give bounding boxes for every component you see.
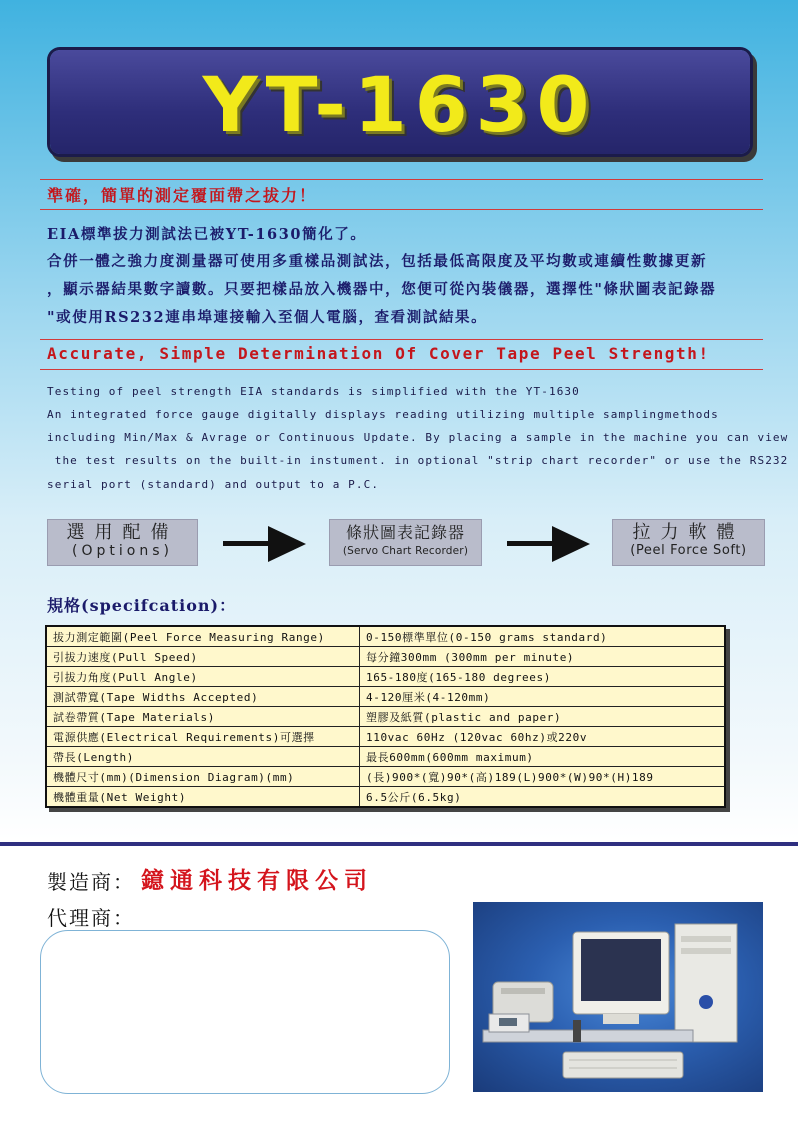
spec-value: 4-120厘米(4-120mm) xyxy=(360,687,726,707)
divider xyxy=(40,209,763,210)
maker-label: 製造商： xyxy=(47,870,135,894)
spec-key: 引拔力速度(Pull Speed) xyxy=(46,647,360,667)
spec-key: 機體尺寸(mm)(Dimension Diagram)(mm) xyxy=(46,767,360,787)
spec-value: 每分鐘300mm (300mm per minute) xyxy=(360,647,726,667)
options-label: 選用配備 xyxy=(66,522,179,543)
cn-line-1: EIA標準拔力測試法已被YT-1630簡化了。 xyxy=(47,226,367,243)
cn-line-4: "或使用RS232連串埠連接輸入至個人電腦，查看測試結果。 xyxy=(47,309,488,326)
servo-sublabel: (Servo Chart Recorder) xyxy=(342,545,469,557)
en-line-3: including Min/Max & Avrage or Continuous Update. By placing a sample in the machine you can view xyxy=(47,431,789,444)
options-box xyxy=(47,519,198,566)
arrow-icon xyxy=(223,541,271,546)
spec-value: 165-180度(165-180 degrees) xyxy=(360,667,726,687)
cn-heading: 準確，簡單的測定覆面帶之拔力！ xyxy=(47,186,318,205)
servo-label: 條狀圖表記錄器 xyxy=(345,523,465,542)
spec-table xyxy=(45,625,726,808)
cn-line-3: ，顯示器結果數字讀數。只要把樣品放入機器中，您便可從內裝儀器，選擇性"條狀圖表記錄器 xyxy=(47,281,717,298)
soft-label: 拉力軟體 xyxy=(632,522,745,543)
spec-key: 試卷帶質(Tape Materials) xyxy=(46,707,360,727)
arrow-head-icon xyxy=(268,526,306,562)
spec-heading: 規格(specifcation)： xyxy=(47,596,237,615)
servo-chart-box xyxy=(329,519,482,566)
options-sublabel: (Options) xyxy=(72,543,173,559)
table-row xyxy=(46,707,725,727)
en-line-1: Testing of peel strength EIA standards is simplified with the YT-1630 xyxy=(47,385,580,398)
product-photo xyxy=(473,902,763,1092)
spec-value: (長)900*(寬)90*(高)189(L)900*(W)90*(H)189 xyxy=(360,767,726,787)
divider xyxy=(40,369,763,370)
table-row xyxy=(46,727,725,747)
agent-box xyxy=(40,930,450,1094)
peel-force-soft-box xyxy=(612,519,765,566)
spec-key: 測試帶寬(Tape Widths Accepted) xyxy=(46,687,360,707)
soft-sublabel: (Peel Force Soft) xyxy=(630,543,747,558)
spec-value: 0-150標準單位(0-150 grams standard) xyxy=(360,626,726,647)
spec-value: 6.5公斤(6.5kg) xyxy=(360,787,726,808)
spec-key: 電源供應(Electrical Requirements)可選擇 xyxy=(46,727,360,747)
en-heading: Accurate, Simple Determination Of Cover Tape Peel Strength! xyxy=(47,344,710,363)
en-line-2: An integrated force gauge digitally displays reading utilizing multiple samplingmethods xyxy=(47,408,719,421)
title-banner xyxy=(50,50,750,154)
product-title: YT-1630 xyxy=(202,60,598,149)
equipment-illustration xyxy=(473,902,763,1092)
spec-value: 110vac 60Hz (120vac 60hz)或220v xyxy=(360,727,726,747)
table-row xyxy=(46,647,725,667)
table-row xyxy=(46,667,725,687)
spec-value: 塑膠及紙質(plastic and paper) xyxy=(360,707,726,727)
spec-key: 拔力測定範圍(Peel Force Measuring Range) xyxy=(46,626,360,647)
agent-label: 代理商： xyxy=(47,906,135,930)
arrow-icon xyxy=(507,541,555,546)
en-line-4: the test results on the built-in instument. in optional "strip chart recorder" or use the RS232 xyxy=(47,454,789,467)
spec-value: 最長600mm(600mm maximum) xyxy=(360,747,726,767)
table-row xyxy=(46,767,725,787)
divider xyxy=(40,179,763,180)
arrow-head-icon xyxy=(552,526,590,562)
table-row xyxy=(46,626,725,647)
table-row xyxy=(46,747,725,767)
en-line-5: serial port (standard) and output to a P.C. xyxy=(47,478,380,491)
cn-line-2: 合併一體之強力度測量器可使用多重樣品測試法，包括最低高限度及平均數或連續性數據更新 xyxy=(47,253,708,270)
company-name: 鐿通科技有限公司 xyxy=(141,867,373,894)
table-row xyxy=(46,687,725,707)
footer-divider xyxy=(0,842,798,846)
table-row xyxy=(46,787,725,808)
spec-key: 帶長(Length) xyxy=(46,747,360,767)
spec-key: 引拔力角度(Pull Angle) xyxy=(46,667,360,687)
spec-key: 機體重量(Net Weight) xyxy=(46,787,360,808)
divider xyxy=(40,339,763,340)
